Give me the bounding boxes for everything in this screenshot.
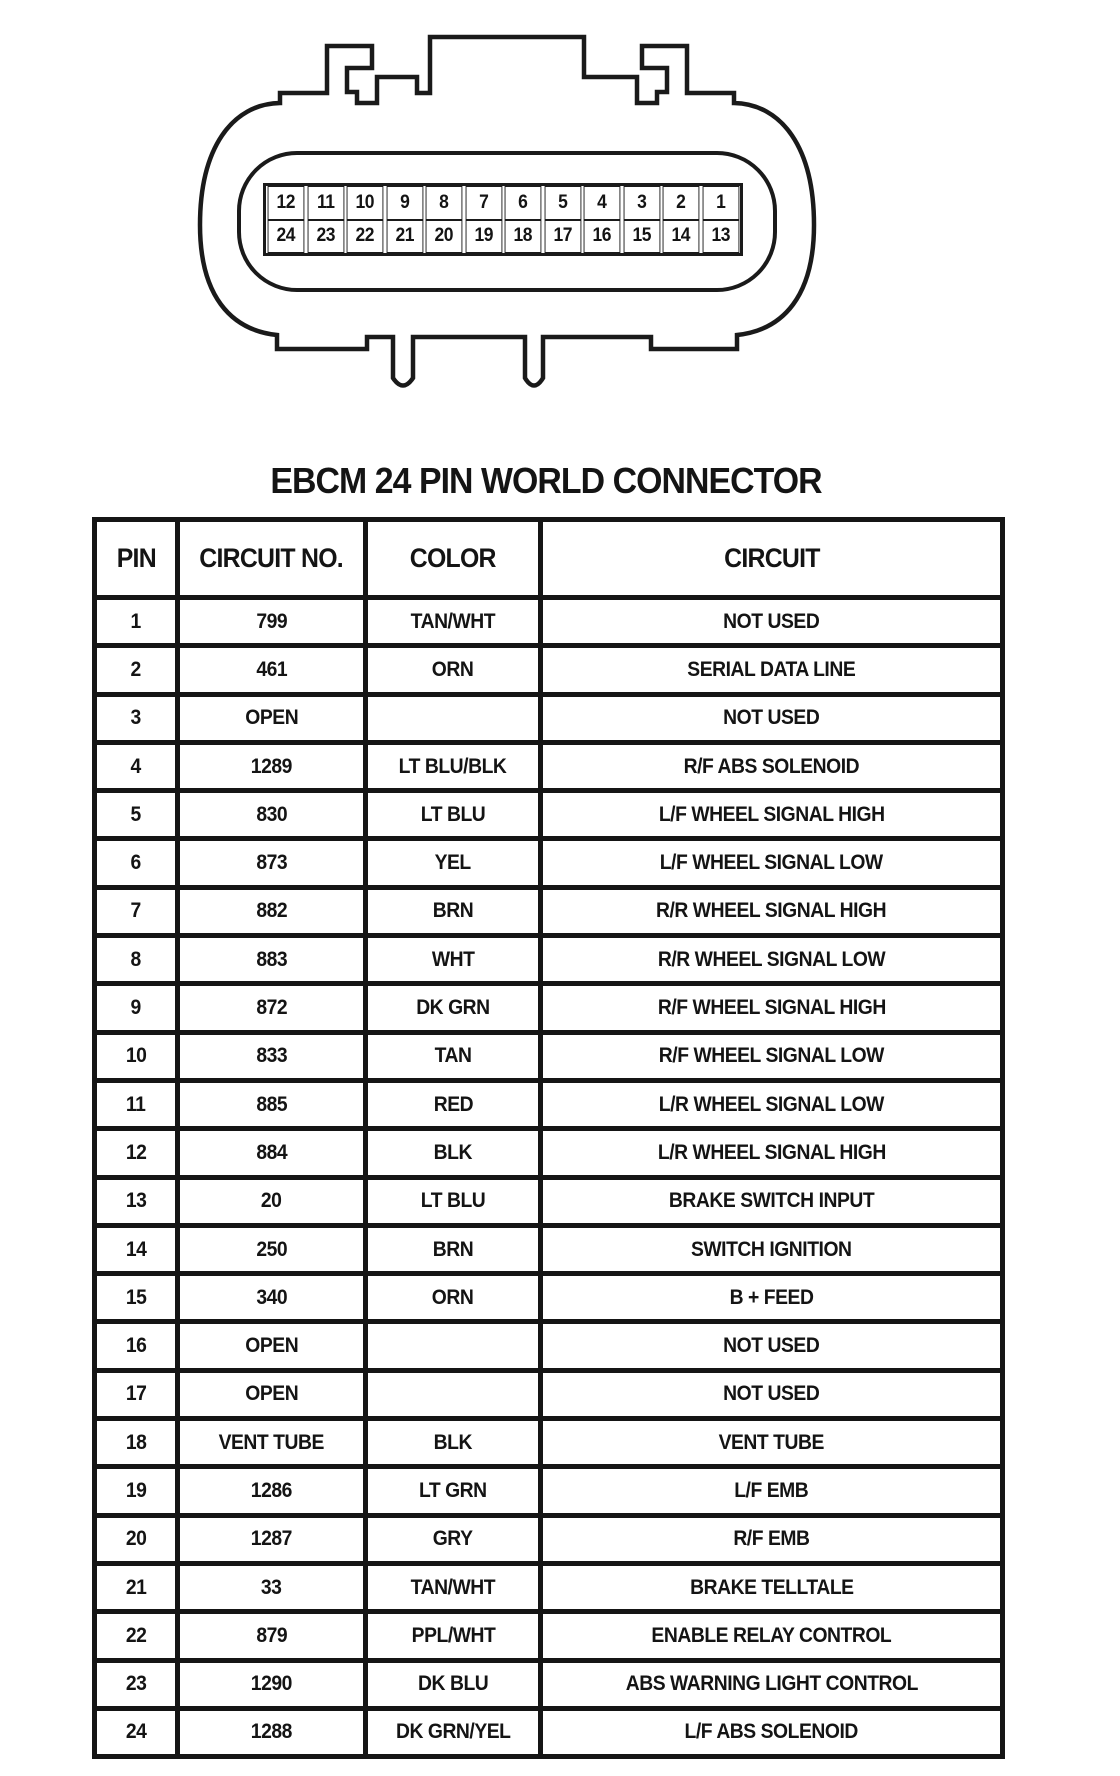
color-cell-text: BRN xyxy=(432,899,474,923)
circuit-no-cell-text: 1286 xyxy=(250,1478,293,1502)
circuit-no-cell xyxy=(178,1660,366,1708)
pin-number-cell-text: 7 xyxy=(130,899,142,923)
color-cell-text: TAN xyxy=(434,1044,472,1068)
color-cell xyxy=(366,887,541,935)
circuit-cell xyxy=(541,984,1003,1032)
color-cell-text: DK BLU xyxy=(417,1672,489,1696)
pin-row-24 xyxy=(95,1708,1003,1756)
color-cell-text: LT BLU/BLK xyxy=(399,754,507,778)
circuit-cell-text: R/F ABS SOLENOID xyxy=(683,754,860,778)
color-cell-text: BRN xyxy=(432,1237,474,1261)
color-cell xyxy=(366,1322,541,1370)
pin-number-cell xyxy=(95,1032,178,1080)
circuit-no-cell-text: 833 xyxy=(256,1044,287,1068)
pin-number-cell-text: 9 xyxy=(130,996,142,1020)
pinout-table-header xyxy=(95,520,1003,598)
circuit-cell xyxy=(541,1322,1003,1370)
color-cell-text: DK GRN xyxy=(416,996,490,1020)
circuit-no-cell xyxy=(178,1370,366,1418)
pin-row-17 xyxy=(95,1370,1003,1418)
pin-row-3 xyxy=(95,694,1003,742)
circuit-no-cell-text: OPEN xyxy=(245,1334,298,1358)
circuit-no-cell xyxy=(178,1515,366,1563)
pin-grid xyxy=(263,183,743,256)
circuit-no-cell-text: 882 xyxy=(256,899,287,923)
pin-cavity-4: 4 xyxy=(584,186,620,220)
pin-number-cell-text: 23 xyxy=(125,1672,147,1696)
pin-cavity-3: 3 xyxy=(623,186,659,220)
circuit-no-cell xyxy=(178,791,366,839)
circuit-no-cell xyxy=(178,1274,366,1322)
pin-number-cell xyxy=(95,1467,178,1515)
color-cell xyxy=(366,1660,541,1708)
circuit-cell xyxy=(541,1225,1003,1273)
color-cell-text: TAN/WHT xyxy=(410,1575,496,1599)
pin-number-cell xyxy=(95,984,178,1032)
pin-number-cell-text: 16 xyxy=(125,1334,147,1358)
circuit-no-cell-text: 883 xyxy=(256,947,287,971)
pin-cavity-24: 24 xyxy=(268,220,304,254)
pin-number-cell-text: 20 xyxy=(125,1527,147,1551)
pin-number-cell xyxy=(95,1177,178,1225)
circuit-cell-text: L/F EMB xyxy=(734,1478,809,1502)
color-cell xyxy=(366,984,541,1032)
pin-number-cell xyxy=(95,1563,178,1611)
circuit-cell-text: L/F WHEEL SIGNAL LOW xyxy=(659,851,883,875)
page-title: EBCM 24 PIN WORLD CONNECTOR xyxy=(270,460,822,501)
pin-cavity-1: 1 xyxy=(702,186,738,220)
circuit-cell-text: L/F WHEEL SIGNAL HIGH xyxy=(658,802,885,826)
circuit-no-cell-text: 879 xyxy=(256,1623,287,1647)
circuit-cell-text: NOT USED xyxy=(723,706,820,730)
circuit-no-cell-text: 461 xyxy=(256,657,287,681)
pin-cavity-22: 22 xyxy=(347,220,383,254)
color-cell-text: TAN/WHT xyxy=(410,609,496,633)
pin-number-cell xyxy=(95,936,178,984)
color-cell xyxy=(366,1177,541,1225)
circuit-no-cell xyxy=(178,598,366,646)
pin-row-4 xyxy=(95,742,1003,790)
pin-number-cell xyxy=(95,1612,178,1660)
circuit-cell-text: ENABLE RELAY CONTROL xyxy=(651,1623,892,1647)
circuit-no-cell xyxy=(178,887,366,935)
circuit-cell-text: R/R WHEEL SIGNAL LOW xyxy=(657,947,886,971)
circuit-no-cell-text: VENT TUBE xyxy=(218,1430,325,1454)
column-header-pin xyxy=(95,520,178,598)
pin-number-cell-text: 22 xyxy=(125,1623,147,1647)
column-header-circuit-no xyxy=(178,520,366,598)
pin-cavity-20: 20 xyxy=(426,220,462,254)
pin-number-cell xyxy=(95,887,178,935)
pin-row-11 xyxy=(95,1080,1003,1128)
color-cell xyxy=(366,1563,541,1611)
color-cell xyxy=(366,1274,541,1322)
color-cell-text: BLK xyxy=(433,1430,473,1454)
color-cell-text: WHT xyxy=(431,947,475,971)
circuit-cell xyxy=(541,1419,1003,1467)
pin-row-1 xyxy=(95,598,1003,646)
pin-cavity-16: 16 xyxy=(584,220,620,254)
circuit-no-cell-text: OPEN xyxy=(245,706,298,730)
color-cell-text: RED xyxy=(433,1092,473,1116)
pin-cavity-21: 21 xyxy=(386,220,422,254)
color-cell xyxy=(366,694,541,742)
pin-number-cell xyxy=(95,1129,178,1177)
color-cell xyxy=(366,646,541,694)
pin-number-cell-text: 12 xyxy=(125,1140,147,1164)
pin-row-19 xyxy=(95,1467,1003,1515)
pin-number-cell-text: 1 xyxy=(130,609,142,633)
circuit-no-cell-text: 799 xyxy=(256,609,287,633)
circuit-no-cell xyxy=(178,1419,366,1467)
pin-row-10 xyxy=(95,1032,1003,1080)
color-cell xyxy=(366,1515,541,1563)
circuit-cell xyxy=(541,1467,1003,1515)
circuit-no-cell xyxy=(178,742,366,790)
pin-number-cell-text: 18 xyxy=(125,1430,147,1454)
circuit-no-cell xyxy=(178,1467,366,1515)
circuit-no-cell-text: 873 xyxy=(256,851,287,875)
connector-diagram xyxy=(190,30,830,400)
circuit-cell xyxy=(541,1032,1003,1080)
header-row xyxy=(95,520,1003,598)
pin-row-13 xyxy=(95,1177,1003,1225)
circuit-cell xyxy=(541,1660,1003,1708)
circuit-cell xyxy=(541,742,1003,790)
circuit-cell-text: B + FEED xyxy=(729,1285,814,1309)
column-header-label: PIN xyxy=(116,543,156,573)
column-header-label: CIRCUIT xyxy=(723,543,820,573)
circuit-cell-text: BRAKE SWITCH INPUT xyxy=(668,1189,875,1213)
circuit-cell xyxy=(541,1080,1003,1128)
pin-cavity-12: 12 xyxy=(268,186,304,220)
circuit-cell xyxy=(541,1708,1003,1756)
circuit-cell xyxy=(541,887,1003,935)
circuit-no-cell xyxy=(178,694,366,742)
circuit-no-cell xyxy=(178,1612,366,1660)
pin-number-cell-text: 6 xyxy=(130,851,142,875)
pin-row-23 xyxy=(95,1660,1003,1708)
color-cell xyxy=(366,1080,541,1128)
circuit-cell-text: L/R WHEEL SIGNAL LOW xyxy=(658,1092,885,1116)
circuit-cell xyxy=(541,1515,1003,1563)
circuit-no-cell-text: 1288 xyxy=(250,1720,293,1744)
pin-number-cell xyxy=(95,1225,178,1273)
circuit-cell-text: R/F WHEEL SIGNAL LOW xyxy=(658,1044,885,1068)
pinout-table xyxy=(92,517,1005,1759)
pin-cavity-13: 13 xyxy=(702,220,738,254)
pin-cavity-23: 23 xyxy=(307,220,343,254)
pin-cavity-2: 2 xyxy=(663,186,699,220)
circuit-cell-text: R/F WHEEL SIGNAL HIGH xyxy=(657,996,886,1020)
pin-row-7 xyxy=(95,887,1003,935)
circuit-no-cell xyxy=(178,1708,366,1756)
circuit-no-cell-text: 33 xyxy=(261,1575,282,1599)
circuit-no-cell xyxy=(178,1322,366,1370)
pin-cavity-11: 11 xyxy=(307,186,343,220)
circuit-cell-text: L/F ABS SOLENOID xyxy=(684,1720,859,1744)
pin-number-cell-text: 17 xyxy=(125,1382,147,1406)
pin-number-cell xyxy=(95,791,178,839)
pin-number-cell-text: 13 xyxy=(125,1189,147,1213)
pin-number-cell xyxy=(95,1370,178,1418)
pin-cavity-7: 7 xyxy=(465,186,501,220)
pin-number-cell-text: 2 xyxy=(130,657,142,681)
circuit-no-cell-text: 250 xyxy=(256,1237,287,1261)
color-cell-text: ORN xyxy=(432,657,474,681)
circuit-cell xyxy=(541,1129,1003,1177)
circuit-cell xyxy=(541,839,1003,887)
color-cell-text: PPL/WHT xyxy=(411,1623,495,1647)
pin-number-cell-text: 3 xyxy=(130,706,142,730)
pin-cavity-9: 9 xyxy=(386,186,422,220)
circuit-no-cell-text: 1287 xyxy=(250,1527,293,1551)
pin-number-cell xyxy=(95,598,178,646)
pin-row-5 xyxy=(95,791,1003,839)
circuit-no-cell-text: 20 xyxy=(261,1189,282,1213)
pin-row-8 xyxy=(95,936,1003,984)
circuit-no-cell xyxy=(178,646,366,694)
circuit-no-cell-text: OPEN xyxy=(245,1382,298,1406)
circuit-cell-text: ABS WARNING LIGHT CONTROL xyxy=(625,1672,918,1696)
pin-cavity-10: 10 xyxy=(347,186,383,220)
pin-cavity-8: 8 xyxy=(426,186,462,220)
pin-number-cell xyxy=(95,1515,178,1563)
pin-number-cell xyxy=(95,839,178,887)
circuit-no-cell-text: 885 xyxy=(256,1092,287,1116)
color-cell xyxy=(366,598,541,646)
circuit-no-cell xyxy=(178,1563,366,1611)
pin-row-2 xyxy=(95,646,1003,694)
circuit-no-cell xyxy=(178,1129,366,1177)
color-cell-text: BLK xyxy=(433,1140,473,1164)
pin-number-cell xyxy=(95,1419,178,1467)
pin-cavity-6: 6 xyxy=(505,186,541,220)
pin-row-9 xyxy=(95,984,1003,1032)
color-cell-text: YEL xyxy=(434,851,472,875)
pin-number-cell-text: 5 xyxy=(130,802,142,826)
pin-cavity-15: 15 xyxy=(623,220,659,254)
circuit-no-cell-text: 340 xyxy=(256,1285,287,1309)
color-cell xyxy=(366,1612,541,1660)
pin-number-cell xyxy=(95,1660,178,1708)
pin-number-cell-text: 15 xyxy=(125,1285,147,1309)
pin-number-cell xyxy=(95,694,178,742)
circuit-cell xyxy=(541,598,1003,646)
circuit-no-cell-text: 1290 xyxy=(250,1672,293,1696)
pin-row-14 xyxy=(95,1225,1003,1273)
circuit-cell xyxy=(541,1563,1003,1611)
pinout-table-body xyxy=(95,598,1003,1757)
pin-number-cell-text: 24 xyxy=(125,1720,147,1744)
circuit-no-cell-text: 830 xyxy=(256,802,287,826)
color-cell-text: LT BLU xyxy=(420,1189,486,1213)
circuit-cell xyxy=(541,646,1003,694)
circuit-no-cell xyxy=(178,1177,366,1225)
pin-cavity-19: 19 xyxy=(465,220,501,254)
color-cell xyxy=(366,742,541,790)
circuit-no-cell xyxy=(178,839,366,887)
circuit-cell-text: SWITCH IGNITION xyxy=(691,1237,852,1261)
pin-cavity-18: 18 xyxy=(505,220,541,254)
pin-number-cell xyxy=(95,646,178,694)
circuit-no-cell-text: 1289 xyxy=(250,754,293,778)
pin-row-6 xyxy=(95,839,1003,887)
pin-number-cell-text: 4 xyxy=(130,754,142,778)
circuit-cell-text: L/R WHEEL SIGNAL HIGH xyxy=(657,1140,886,1164)
column-header-label: COLOR xyxy=(409,543,497,573)
column-header-color xyxy=(366,520,541,598)
color-cell xyxy=(366,1032,541,1080)
color-cell-text: GRY xyxy=(433,1527,473,1551)
circuit-cell-text: R/F EMB xyxy=(733,1527,810,1551)
pin-row-16 xyxy=(95,1322,1003,1370)
pin-number-cell-text: 21 xyxy=(125,1575,147,1599)
pin-row-20 xyxy=(95,1515,1003,1563)
pin-number-cell xyxy=(95,1708,178,1756)
pin-number-cell xyxy=(95,1322,178,1370)
circuit-no-cell xyxy=(178,1032,366,1080)
pin-row-18 xyxy=(95,1419,1003,1467)
pin-number-cell xyxy=(95,1274,178,1322)
pin-number-cell-text: 14 xyxy=(125,1237,147,1261)
circuit-cell-text: BRAKE TELLTALE xyxy=(689,1575,854,1599)
pin-number-cell xyxy=(95,742,178,790)
pin-row-12 xyxy=(95,1129,1003,1177)
circuit-no-cell xyxy=(178,1225,366,1273)
color-cell xyxy=(366,1419,541,1467)
circuit-cell xyxy=(541,1177,1003,1225)
color-cell-text: LT BLU xyxy=(420,802,486,826)
pin-number-cell-text: 8 xyxy=(130,947,142,971)
column-header-circuit xyxy=(541,520,1003,598)
color-cell-text: ORN xyxy=(432,1285,474,1309)
pin-number-cell-text: 19 xyxy=(125,1478,147,1502)
pin-number-cell-text: 11 xyxy=(126,1092,146,1116)
color-cell xyxy=(366,1708,541,1756)
color-cell xyxy=(366,1370,541,1418)
circuit-cell xyxy=(541,1370,1003,1418)
color-cell xyxy=(366,839,541,887)
color-cell xyxy=(366,1129,541,1177)
circuit-no-cell xyxy=(178,936,366,984)
pin-cavity-14: 14 xyxy=(663,220,699,254)
color-cell-text: LT GRN xyxy=(419,1478,487,1502)
pin-row-21 xyxy=(95,1563,1003,1611)
circuit-cell xyxy=(541,936,1003,984)
pin-cavity-17: 17 xyxy=(544,220,580,254)
circuit-cell xyxy=(541,1612,1003,1660)
circuit-no-cell xyxy=(178,1080,366,1128)
circuit-no-cell-text: 872 xyxy=(256,996,287,1020)
color-cell xyxy=(366,791,541,839)
circuit-cell-text: R/R WHEEL SIGNAL HIGH xyxy=(656,899,887,923)
pin-row-15 xyxy=(95,1274,1003,1322)
circuit-cell xyxy=(541,694,1003,742)
pin-number-cell-text: 10 xyxy=(125,1044,147,1068)
circuit-cell-text: NOT USED xyxy=(723,1334,820,1358)
circuit-cell-text: NOT USED xyxy=(723,1382,820,1406)
color-cell xyxy=(366,1225,541,1273)
pin-cavity-5: 5 xyxy=(544,186,580,220)
pin-number-cell xyxy=(95,1080,178,1128)
circuit-cell-text: SERIAL DATA LINE xyxy=(687,657,856,681)
circuit-cell xyxy=(541,1274,1003,1322)
circuit-no-cell xyxy=(178,984,366,1032)
color-cell-text: DK GRN/YEL xyxy=(395,1720,511,1744)
circuit-cell-text: VENT TUBE xyxy=(718,1430,825,1454)
pin-row-22 xyxy=(95,1612,1003,1660)
circuit-no-cell-text: 884 xyxy=(256,1140,287,1164)
color-cell xyxy=(366,1467,541,1515)
circuit-cell-text: NOT USED xyxy=(723,609,820,633)
color-cell xyxy=(366,936,541,984)
column-header-label: CIRCUIT NO. xyxy=(199,543,344,573)
circuit-cell xyxy=(541,791,1003,839)
